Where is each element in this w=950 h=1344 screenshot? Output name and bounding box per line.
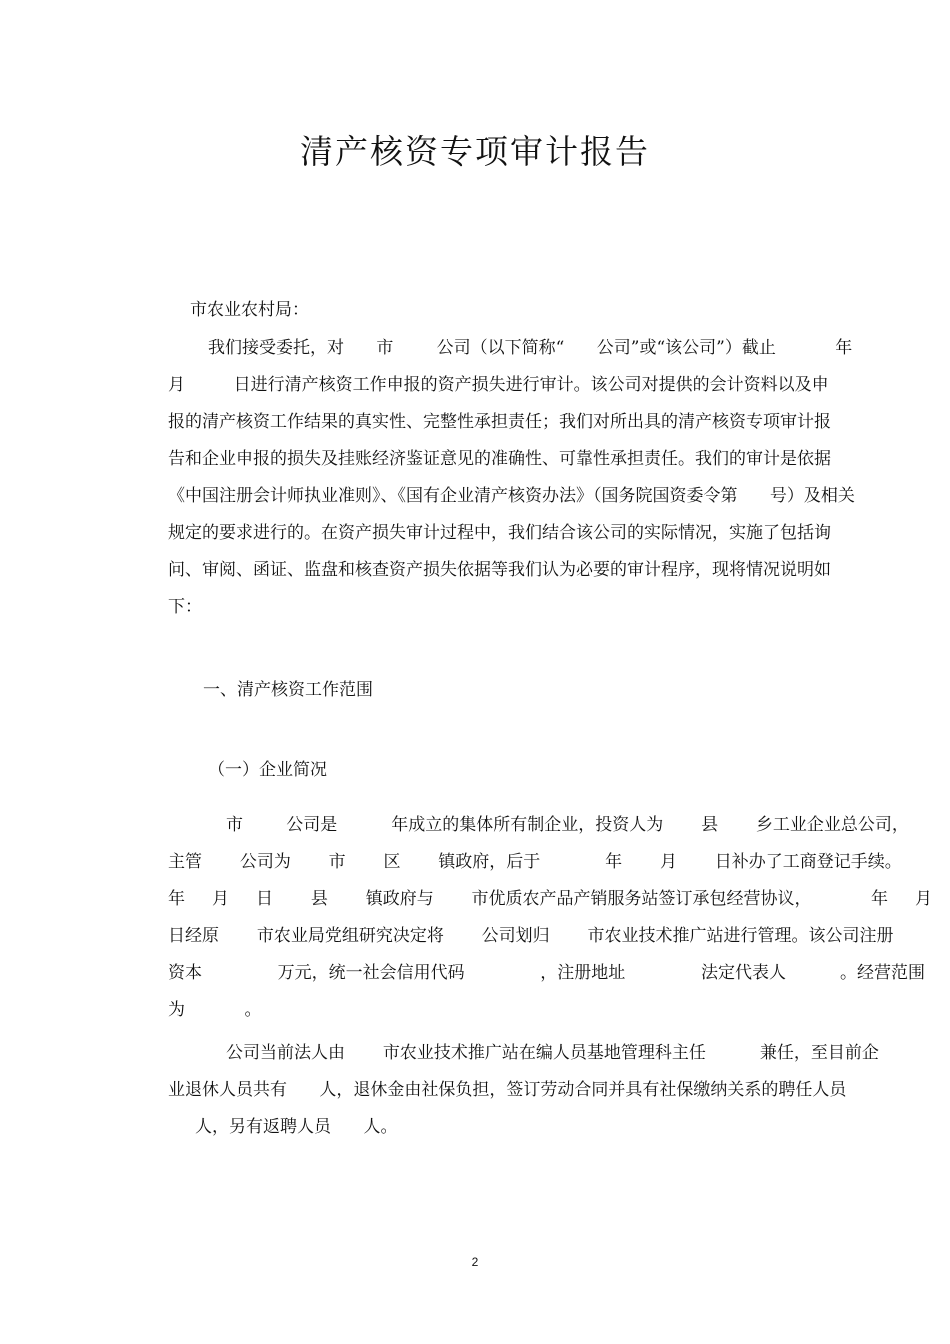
report-title: 清产核资专项审计报告 bbox=[300, 132, 650, 171]
paragraph1-line: 规定的要求进行的。在资产损失审计过程中，我们结合该公司的实际情况，实施了包括询 bbox=[168, 523, 831, 543]
paragraph3-line: 人，另有返聘人员 人。 bbox=[168, 1117, 398, 1137]
paragraph2-line: 日经原 市农业局党组研究决定将 公司划归 市农业技术推广站进行管理。该公司注册 bbox=[168, 926, 894, 946]
paragraph1-line: 我们接受委托，对 市 公司（以下简称“ 公司”或“该公司”）截止 年 bbox=[208, 338, 853, 358]
paragraph2-line: 资本 万元，统一社会信用代码 ，注册地址 法定代表人 。经营范围 bbox=[168, 963, 925, 983]
paragraph1-line: 《中国注册会计师执业准则》、《国有企业清产核资办法》（国务院国资委令第 号）及相关 bbox=[168, 486, 855, 506]
paragraph3-line: 公司当前法人由 市农业技术推广站在编人员基地管理科主任 兼任，至目前企 bbox=[226, 1043, 879, 1063]
paragraph1-line: 告和企业申报的损失及挂账经济鉴证意见的准确性、可靠性承担责任。我们的审计是依据 bbox=[168, 449, 831, 469]
paragraph3-line: 业退休人员共有 人，退休金由社保负担，签订劳动合同并具有社保缴纳关系的聘任人员 bbox=[168, 1080, 847, 1100]
paragraph1-line: 报的清产核资工作结果的真实性、完整性承担责任；我们对所出具的清产核资专项审计报 bbox=[168, 412, 831, 432]
section-heading: 一、清产核资工作范围 bbox=[203, 680, 373, 700]
paragraph2-line: 市 公司是 年成立的集体所有制企业，投资人为 县 乡工业企业总公司， bbox=[226, 815, 909, 835]
subsection-heading: （一）企业简况 bbox=[208, 760, 327, 780]
paragraph2-line: 为 。 bbox=[168, 1000, 262, 1020]
addressee: 市农业农村局： bbox=[190, 300, 309, 320]
paragraph2-line: 主管 公司为 市 区 镇政府，后于 年 月 日补办了工商登记手续。 bbox=[168, 852, 902, 872]
paragraph2-line: 年 月 日 县 镇政府与 市优质农产品产销服务站签订承包经营协议， 年 月 bbox=[168, 889, 932, 909]
paragraph1-line: 月 日进行清产核资工作申报的资产损失进行审计。该公司对提供的会计资料以及申 bbox=[168, 375, 829, 395]
paragraph1-line: 问、审阅、函证、监盘和核查资产损失依据等我们认为必要的审计程序，现将情况说明如 bbox=[168, 560, 831, 580]
page-number: 2 bbox=[471, 1255, 479, 1269]
paragraph1-line: 下： bbox=[168, 597, 202, 617]
